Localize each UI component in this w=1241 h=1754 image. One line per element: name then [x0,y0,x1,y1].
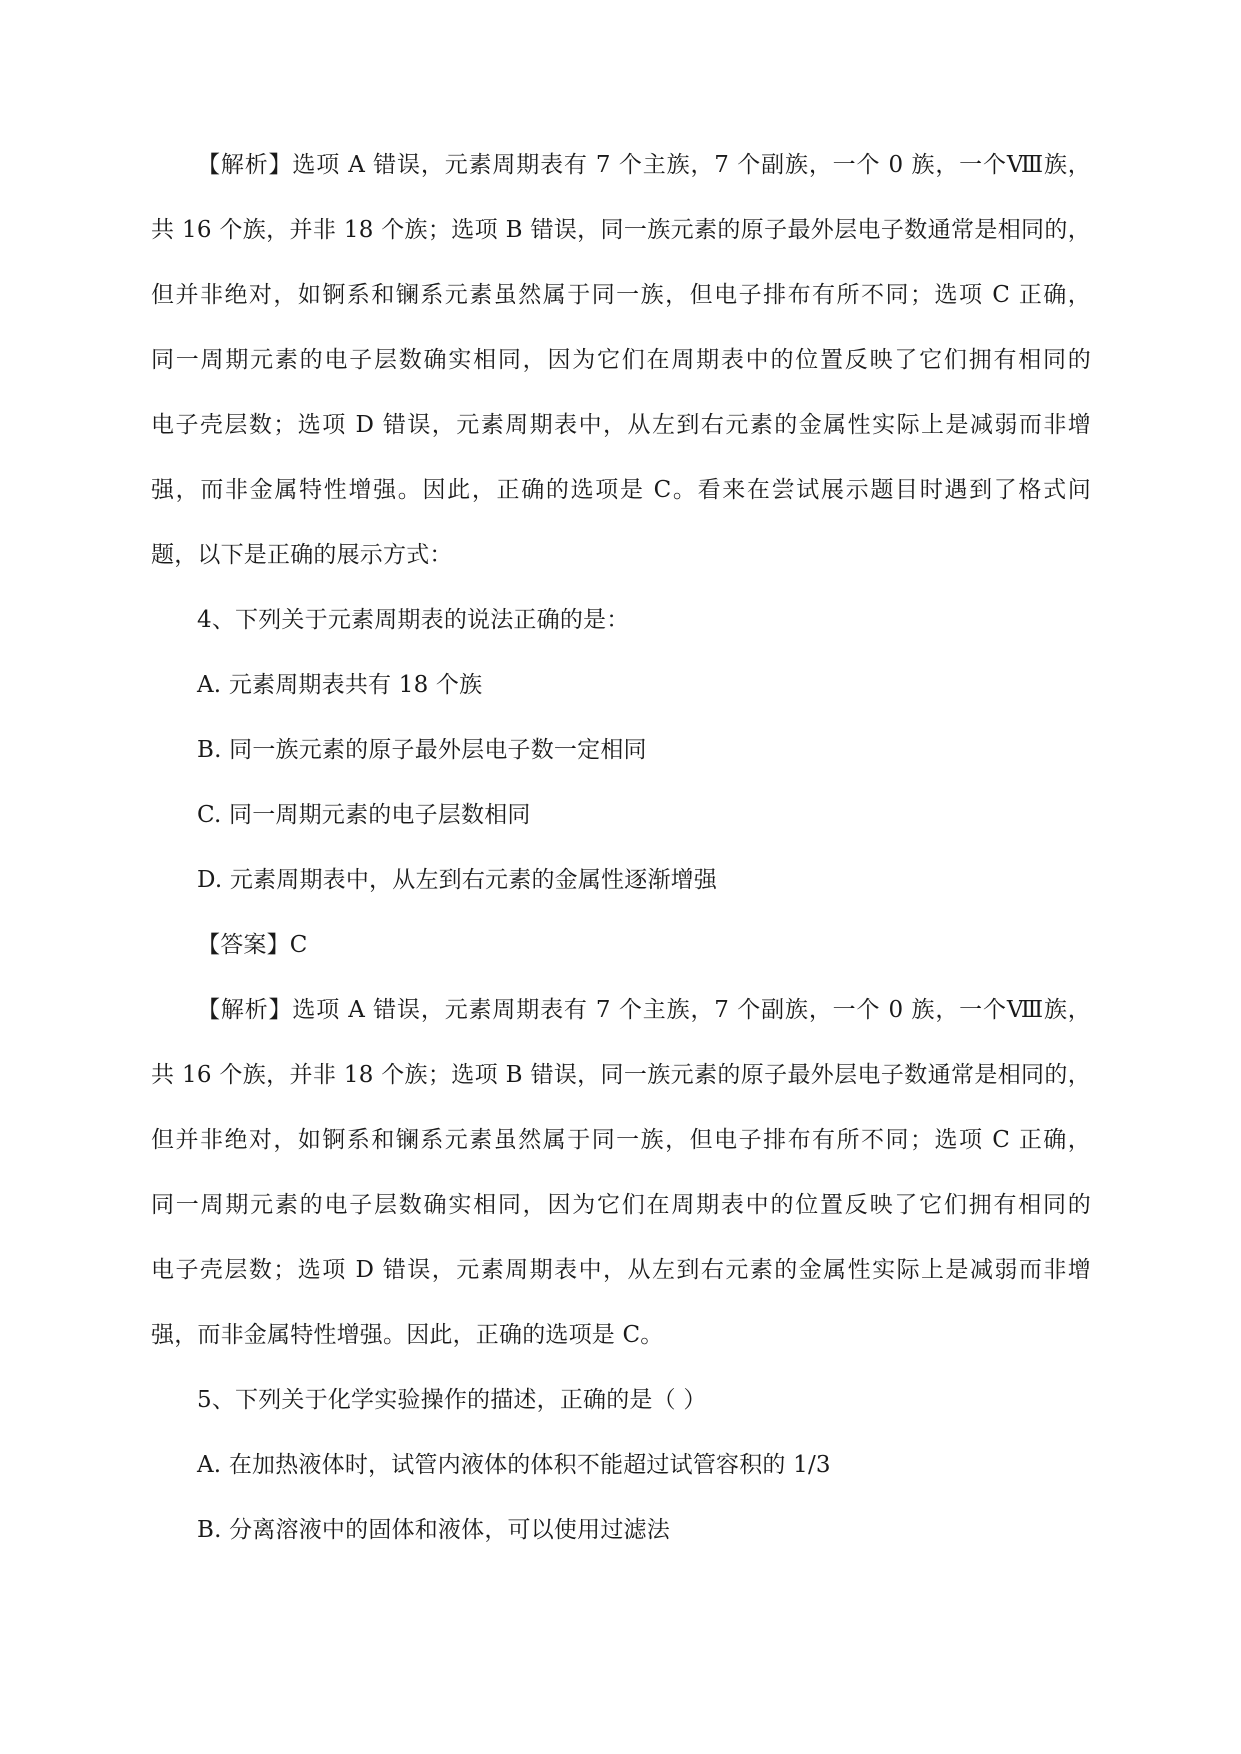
analysis-line: 【解析】选项 A 错误，元素周期表有 7 个主族，7 个副族，一个 0 族，一个Ⅷ族， [197,152,1091,178]
question-4-analysis-line: 同一周期元素的电子层数确实相同，因为它们在周期表中的位置反映了它们拥有相同的 [151,1192,1091,1218]
question-5-option-a: A. 在加热液体时，试管内液体的体积不能超过试管容积的 1/3 [197,1452,831,1478]
analysis-line: 电子壳层数；选项 D 错误，元素周期表中，从左到右元素的金属性实际上是减弱而非增 [151,412,1091,438]
question-4-option-b: B. 同一族元素的原子最外层电子数一定相同 [197,737,647,763]
question-5-stem: 5、下列关于化学实验操作的描述，正确的是（ ） [197,1387,707,1413]
analysis-line: 同一周期元素的电子层数确实相同，因为它们在周期表中的位置反映了它们拥有相同的 [151,347,1091,373]
question-4-analysis-line: 【解析】选项 A 错误，元素周期表有 7 个主族，7 个副族，一个 0 族，一个Ⅷ族， [197,997,1091,1023]
analysis-line: 共 16 个族，并非 18 个族；选项 B 错误，同一族元素的原子最外层电子数通常是相同的， [151,217,1091,243]
question-4-stem: 4、下列关于元素周期表的说法正确的是： [197,607,630,633]
question-4-analysis-line: 共 16 个族，并非 18 个族；选项 B 错误，同一族元素的原子最外层电子数通常是相同的， [151,1062,1091,1088]
analysis-line: 但并非绝对，如锕系和镧系元素虽然属于同一族，但电子排布有所不同；选项 C 正确， [151,282,1091,308]
question-4-answer: 【答案】C [197,932,308,958]
question-5-option-b: B. 分离溶液中的固体和液体，可以使用过滤法 [197,1517,670,1543]
question-4-option-d: D. 元素周期表中，从左到右元素的金属性逐渐增强 [197,867,718,893]
question-4-option-c: C. 同一周期元素的电子层数相同 [197,802,531,828]
question-4-analysis-line: 强，而非金属特性增强。因此，正确的选项是 C。 [151,1322,664,1348]
question-4-analysis-line: 但并非绝对，如锕系和镧系元素虽然属于同一族，但电子排布有所不同；选项 C 正确， [151,1127,1091,1153]
question-4-option-a: A. 元素周期表共有 18 个族 [197,672,483,698]
question-4-analysis-line: 电子壳层数；选项 D 错误，元素周期表中，从左到右元素的金属性实际上是减弱而非增 [151,1257,1091,1283]
analysis-line: 强，而非金属特性增强。因此，正确的选项是 C。看来在尝试展示题目时遇到了格式问 [151,477,1091,503]
analysis-line: 题，以下是正确的展示方式： [151,542,453,568]
